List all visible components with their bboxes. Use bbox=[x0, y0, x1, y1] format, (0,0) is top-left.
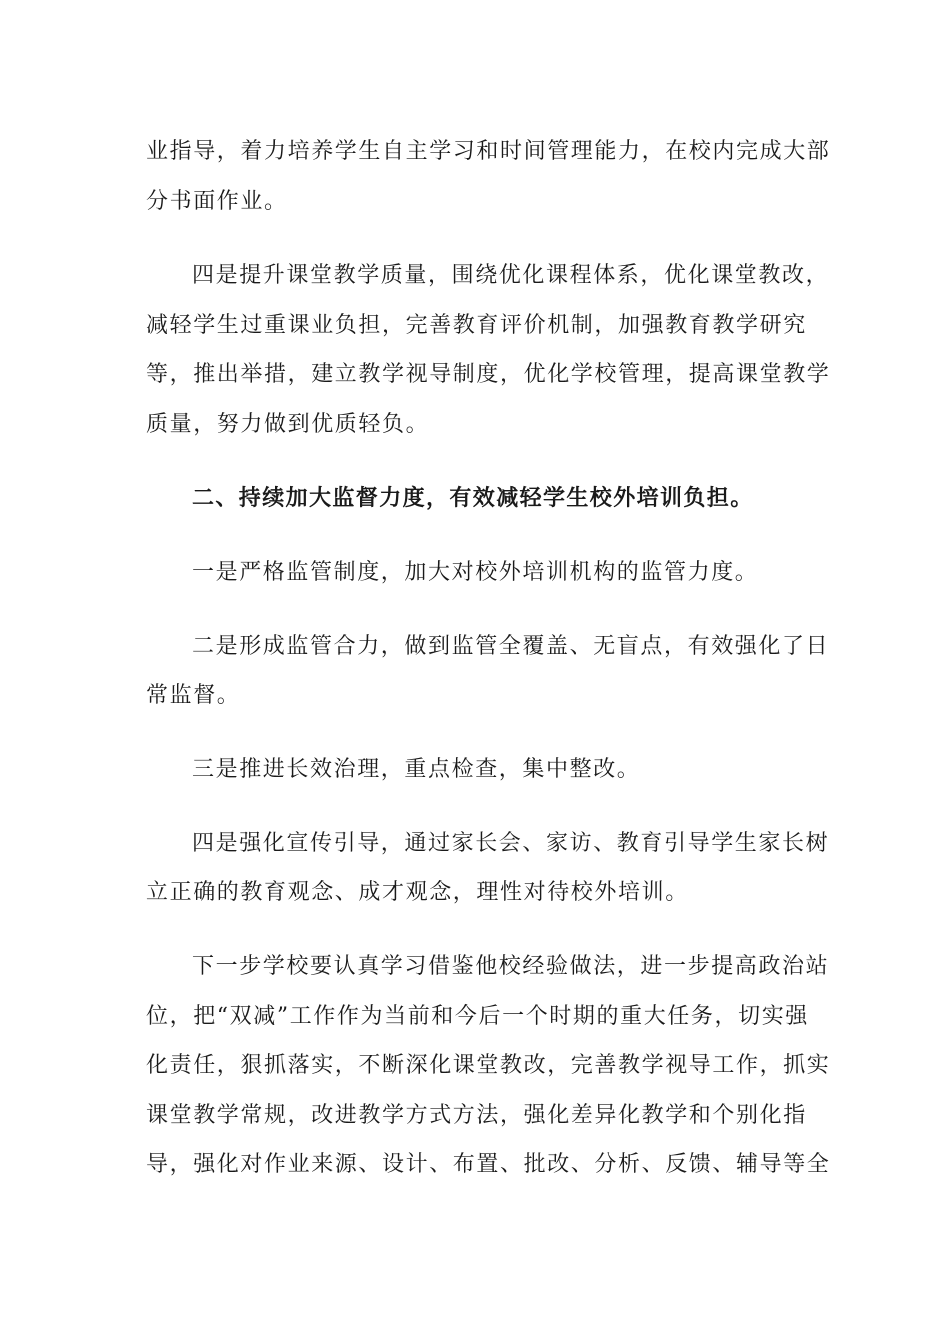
paragraph-line: 业指导，着力培养学生自主学习和时间管理能力，在校内完成大部 bbox=[146, 139, 831, 164]
paragraph-line: 分书面作业。 bbox=[146, 189, 288, 214]
paragraph-line: 三是推进长效治理，重点检查，集中整改。 bbox=[192, 757, 641, 782]
paragraph-line: 课堂教学常规，改进教学方式方法，强化差异化教学和个别化指 bbox=[146, 1103, 807, 1128]
paragraph-line: 质量，努力做到优质轻负。 bbox=[146, 412, 430, 437]
paragraph-line: 化责任，狠抓落实，不断深化课堂教改，完善教学视导工作，抓实 bbox=[146, 1053, 831, 1078]
paragraph-line: 等，推出举措，建立教学视导制度，优化学校管理，提高课堂教学 bbox=[146, 362, 831, 387]
paragraph-line: 四是强化宣传引导，通过家长会、家访、教育引导学生家长树 bbox=[192, 831, 830, 856]
paragraph-line: 常监督。 bbox=[146, 683, 241, 708]
paragraph-line: 减轻学生过重课业负担，完善教育评价机制，加强教育教学研究 bbox=[146, 313, 807, 338]
paragraph-line: 二是形成监管合力，做到监管全覆盖、无盲点，有效强化了日 bbox=[192, 634, 830, 659]
paragraph-line: 导，强化对作业来源、设计、布置、批改、分析、反馈、辅导等全 bbox=[146, 1152, 831, 1177]
paragraph-line: 四是提升课堂教学质量，围绕优化课程体系，优化课堂教改， bbox=[192, 263, 830, 288]
paragraph-line: 下一步学校要认真学习借鉴他校经验做法，进一步提高政治站 bbox=[192, 954, 830, 979]
paragraph-line: 立正确的教育观念、成才观念，理性对待校外培训。 bbox=[146, 880, 689, 905]
section-heading: 二、持续加大监督力度，有效减轻学生校外培训负担。 bbox=[192, 486, 754, 511]
paragraph-line: 位，把“双减”工作作为当前和今后一个时期的重大任务，切实强 bbox=[146, 1004, 809, 1029]
paragraph-line: 一是严格监管制度，加大对校外培训机构的监管力度。 bbox=[192, 560, 759, 585]
